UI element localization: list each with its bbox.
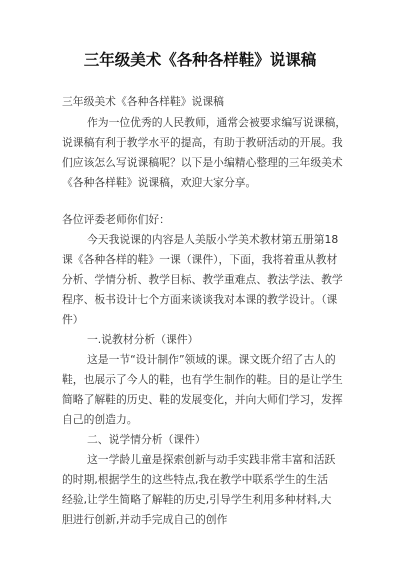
document-title: 三年级美术《各种各样鞋》说课稿 <box>83 51 317 69</box>
body-text-line: 们应该怎么写说课稿呢？以下是小编精心整理的三年级美术 <box>62 156 343 169</box>
body-text-line: 分析、学情分析、教学目标、教学重难点、教法学法、教学 <box>62 273 343 286</box>
body-text-line: 这是一节“设计制作”领域的课。课文既介绍了古人的 <box>87 353 336 366</box>
body-text-line: 鞋，也展示了今人的鞋，也有学生制作的鞋。目的是让学生 <box>62 373 343 386</box>
body-text-line: 胆进行创新,并动手完成自己的创作 <box>62 513 228 526</box>
body-text-line: 二、说学情分析（课件） <box>87 433 206 446</box>
body-text-line: 经验,让学生简略了解鞋的历史,引导学生利用多种材料,大 <box>62 493 332 506</box>
body-text-line: 自己的创造力。 <box>62 413 138 426</box>
body-text-line: 这一学龄儿童是探索创新与动手实践非常丰富和活跃 <box>87 453 336 466</box>
body-text-line: 《各种各样鞋》说课稿，欢迎大家分享。 <box>62 176 257 189</box>
body-text-line: 程序、板书设计七个方面来谈谈我对本课的教学设计。（课 <box>62 293 338 306</box>
body-text-line: 简略了解鞋的历史、鞋的发展变化，并向大师们学习，发挥 <box>62 393 343 406</box>
body-text-line: 件） <box>62 313 84 326</box>
body-text-line: 的时期,根据学生的这些特点,我在教学中联系学生的生活 <box>62 473 328 486</box>
body-text-line: 今天我说课的内容是人美版小学美术教材第五册第18 <box>87 233 339 246</box>
body-text-line: 三年级美术《各种各样鞋》说课稿 <box>62 95 224 108</box>
body-text-line: 课《各种各样的鞋》一课（课件），下面，我将着重从教材 <box>62 253 338 266</box>
body-text-line: 作为一位优秀的人民教师，通常会被要求编写说课稿， <box>87 116 347 129</box>
body-text-line: 说课稿有利于教学水平的提高，有助于教研活动的开展。我 <box>62 136 343 149</box>
body-text-line: 各位评委老师你们好： <box>62 213 170 226</box>
body-text-line: 一.说教材分析（课件） <box>87 333 199 346</box>
